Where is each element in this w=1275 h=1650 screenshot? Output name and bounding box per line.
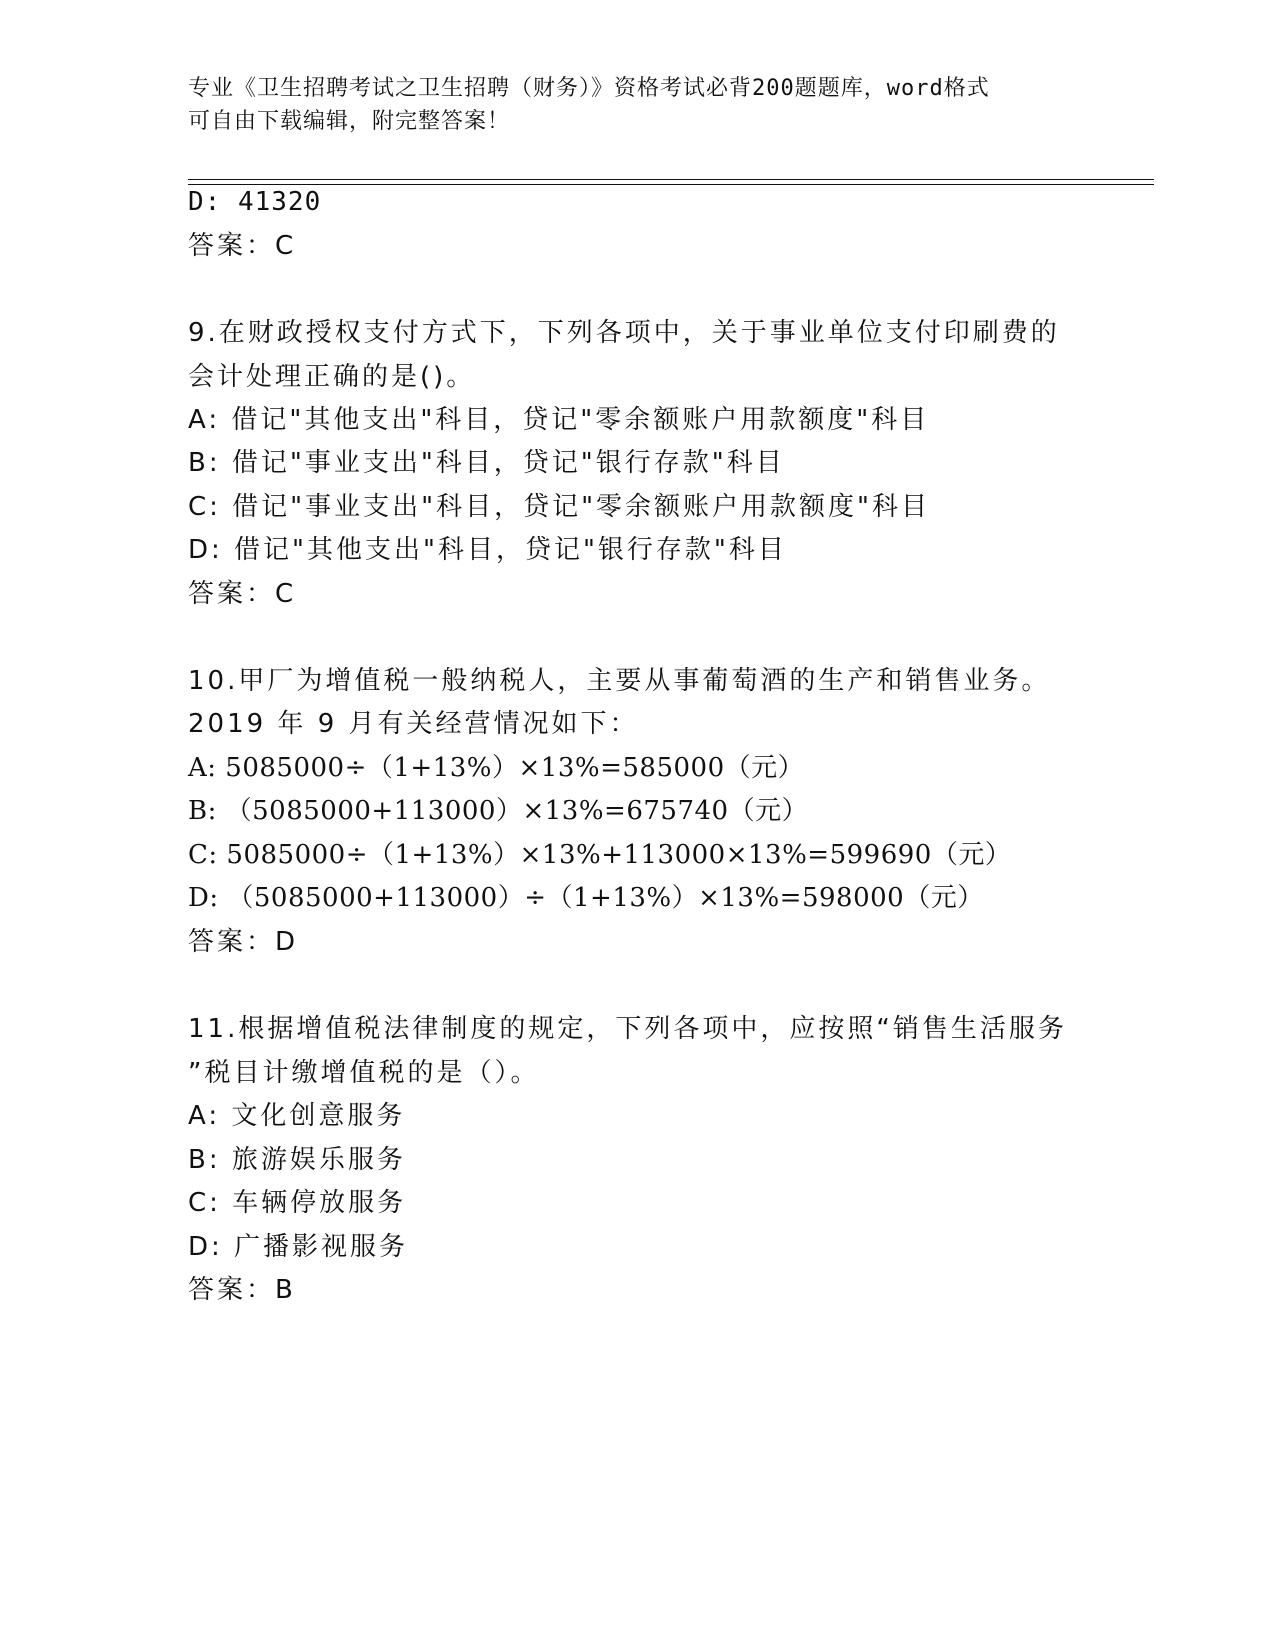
q9-option-d: D: 借记"其他支出"科目，贷记"银行存款"科目 <box>188 535 787 565</box>
q11-option-c: C: 车辆停放服务 <box>188 1188 407 1218</box>
header-divider-bottom <box>188 184 1154 185</box>
q10-option-c: C: 5085000÷（1+13%）×13%+113000×13%=599690（元） <box>188 840 1012 870</box>
document-header <box>188 72 1088 138</box>
q9-stem-line-2: 会计处理正确的是()。 <box>188 362 476 392</box>
q11-option-b: B: 旅游娱乐服务 <box>188 1145 406 1175</box>
q11-stem-line-1: 11.根据增值税法律制度的规定，下列各项中，应按照“销售生活服务 <box>188 1014 1067 1044</box>
q9-option-b: B: 借记"事业支出"科目，贷记"银行存款"科目 <box>188 448 785 478</box>
q11-option-a: A: 文化创意服务 <box>188 1101 406 1131</box>
q11-stem-line-2: ”税目计缴增值税的是（）。 <box>188 1058 540 1088</box>
q9-option-c: C: 借记"事业支出"科目，贷记"零余额账户用款额度"科目 <box>188 492 931 522</box>
q10-option-d: D: （5085000+113000）÷（1+13%）×13%=598000（元） <box>188 883 984 913</box>
q11-option-d: D: 广播影视服务 <box>188 1232 409 1262</box>
q9-answer: 答案：C <box>188 579 297 609</box>
q8-answer: 答案：C <box>188 231 297 261</box>
header-line-1: 专业《卫生招聘考试之卫生招聘（财务）》资格考试必背200题题库，word格式 <box>188 76 990 101</box>
q9-stem-line-1: 9.在财政授权支付方式下，下列各项中，关于事业单位支付印刷费的 <box>188 318 1060 348</box>
q8-option-d: D: 41320 <box>188 187 322 217</box>
header-line-2: 可自由下载编辑，附完整答案！ <box>188 109 511 134</box>
header-divider-top <box>188 179 1154 180</box>
q10-option-a: A: 5085000÷（1+13%）×13%=585000（元） <box>188 753 805 783</box>
q9-option-a: A: 借记"其他支出"科目，贷记"零余额账户用款额度"科目 <box>188 405 930 435</box>
q10-option-b: B: （5085000+113000）×13%=675740（元） <box>188 796 809 826</box>
q10-stem-line-1: 10.甲厂为增值税一般纳税人，主要从事葡萄酒的生产和销售业务。 <box>188 666 1051 696</box>
q10-stem-line-2: 2019 年 9 月有关经营情况如下： <box>188 709 639 739</box>
q10-answer: 答案：D <box>188 927 299 957</box>
q11-answer: 答案：B <box>188 1275 296 1305</box>
